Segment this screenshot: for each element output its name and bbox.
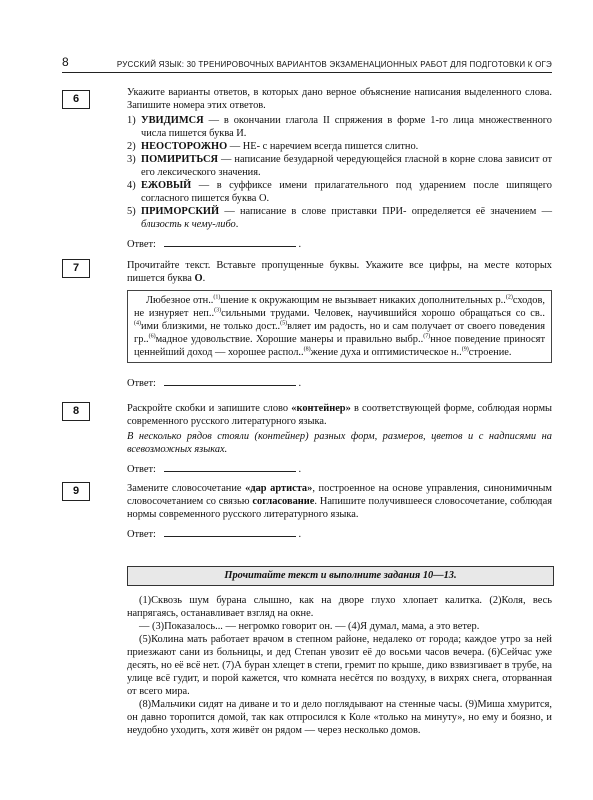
answer-label: Ответ: — [127, 464, 156, 475]
answer-row: Ответ: . — [127, 239, 302, 250]
reading-paragraph: — (3)Показалось... — негромко говорит он. — (4)Я думал, мама, а это ветер. — [139, 621, 480, 632]
task-8 — [62, 402, 552, 476]
answer-label: Ответ: — [127, 378, 156, 389]
task-number: 6 — [62, 90, 90, 109]
gap-marker: (7) — [423, 333, 431, 340]
option-text: ПРИМОРСКИЙ — написание в слове приставки ПРИ- определяется её значением — близость к чему-либо. — [141, 206, 552, 230]
reading-banner: Прочитайте текст и выполните задания 10—13. — [127, 566, 554, 586]
answer-row: Ответ: . — [127, 529, 302, 540]
task-number: 7 — [62, 259, 90, 278]
gap-marker: (4) — [134, 320, 141, 327]
option-number: 4) — [127, 180, 136, 191]
option-number: 1) — [127, 115, 136, 126]
task-sentence: В несколько рядов стояли (контейнер) разных форм, размеров, цветов и с надписями на всевозможных языках. — [127, 431, 552, 455]
task-number: 9 — [62, 482, 90, 501]
option-2 — [127, 140, 552, 153]
option-text: ЕЖОВЫЙ — в суффиксе имени прилагательного под ударением после шипящего согласного пишется буква О. — [141, 180, 552, 204]
task-9 — [62, 482, 552, 541]
option-text: ПОМИРИТЬСЯ — написание безударной чередующейся гласной в корне слова зависит от его лексического значения. — [141, 154, 552, 178]
answer-label: Ответ: — [127, 239, 156, 250]
answer-row: Ответ: . — [127, 378, 302, 389]
gap-marker: (2) — [505, 294, 513, 301]
reading-paragraph: (5)Колина мать работает врачом в степном районе, недалеко от города; каждое утро за ней приезжают сани из больницы, и дед Степан увозит её до восьми часов вечера. (6)Сейчас уже десять, но её всё нет. (7)А буран хлещет в степи, гремит по крыше, дико взвизгивает в трубе, на улице всё гудит, и порой кажется, что комната несётся по воздуху, в вихрях снега, оторванная от всего мира. — [127, 634, 552, 697]
task-number: 8 — [62, 402, 90, 421]
gap-marker: (6) — [148, 333, 156, 340]
running-title: РУССКИЙ ЯЗЫК: 30 ТРЕНИРОВОЧНЫХ ВАРИАНТОВ ЭКЗАМЕНАЦИОННЫХ РАБОТ ДЛЯ ПОДГОТОВКИ К ОГЭ — [116, 60, 552, 69]
option-text: НЕОСТОРОЖНО — НЕ- с наречием всегда пишется слитно. — [141, 141, 419, 152]
task-prompt: Укажите варианты ответов, в которых дано верное объяснение написания выделенного слова. Запишите номера этих ответов. — [127, 87, 552, 111]
option-4 — [127, 179, 552, 205]
option-number: 3) — [127, 154, 136, 165]
gap-marker: (3) — [214, 307, 222, 314]
option-5 — [127, 205, 552, 231]
task-7 — [62, 259, 552, 390]
page-header — [62, 56, 552, 73]
answer-line[interactable] — [164, 376, 296, 386]
task-6 — [62, 86, 552, 251]
gap-marker: (1) — [213, 294, 221, 301]
option-text: УВИДИМСЯ — в окончании глагола II спряжения в форме 1-го лица множественного числа пишется буква И. — [141, 115, 552, 139]
answer-line[interactable] — [164, 237, 296, 247]
option-number: 5) — [127, 206, 136, 217]
answer-label: Ответ: — [127, 529, 156, 540]
options-list — [127, 114, 552, 231]
option-1 — [127, 114, 552, 140]
reading-paragraph: (8)Мальчики сидят на диване и то и дело поглядывают на стенные часы. (9)Миша хмурится, он давно торопится домой, так как отпросился к Коле «только на минуту», но ему и боязно, и неудобно уходить, хотя живёт он рядом — через несколько домов. — [127, 699, 552, 736]
answer-line[interactable] — [164, 527, 296, 537]
reading-paragraph: (1)Сквозь шум бурана слышно, как на дворе глухо хлопает калитка. (2)Коля, весь напрягаясь, останавливает взгляд на окне. — [127, 595, 552, 619]
answer-row: Ответ: . — [127, 464, 302, 475]
gap-text: Любезное отн..$^{(1)}$шение к окружающим не вызывает никаких дополнительных р..$^{(2)}$сходов, не изнуряет неп..$^{(3)}$сильными трудами. Человек, научившийся хорошо обращаться со св..$^{(4)}$ими близкими, не только дост..$^{(5)}$вляет им радость, но и сам получает от своего поведения гр..$^{(6)}$мадное удовольствие. Хорошие манеры и правильно выбр..$^{(7)}$нное поведение приносят ценнейший доход — хорошее распол..$^{(8)}$жение духа и оптимистическое н..$^{(9)}$строение. — [134, 294, 546, 358]
task-prompt: Раскройте скобки и запишите слово «контейнер» в соответствующей форме, соблюдая нормы современного русского литературного языка. — [127, 403, 552, 427]
page-number: 8 — [62, 55, 69, 69]
task-prompt: Прочитайте текст. Вставьте пропущенные буквы. Укажите все цифры, на месте которых пишется буква О. — [127, 260, 552, 284]
option-3 — [127, 153, 552, 179]
gap-marker: (5) — [280, 320, 288, 327]
gap-marker: (8) — [303, 346, 311, 353]
text-box — [127, 290, 552, 363]
option-number: 2) — [127, 141, 136, 152]
reading-text — [127, 594, 552, 737]
answer-line[interactable] — [164, 462, 296, 472]
task-prompt: Замените словосочетание «дар артиста», построенное на основе управления, синонимичным словосочетанием со связью согласование. Напишите получившееся словосочетание, соблюдая нормы современного русского литературного языка. — [127, 483, 552, 520]
gap-marker: (9) — [461, 346, 469, 353]
